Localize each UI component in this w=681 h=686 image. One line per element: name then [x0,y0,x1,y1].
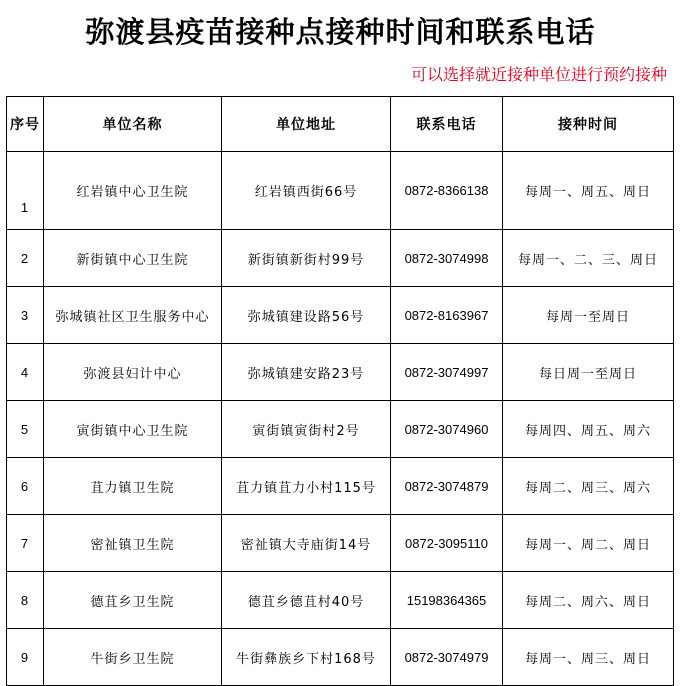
table-row [7,230,674,287]
row-phone: 0872-3074998 [391,230,503,287]
row-phone: 0872-8163967 [391,287,503,344]
vaccination-table [6,96,674,686]
table-row [7,152,674,230]
table-row [7,287,674,344]
row-time: 每周一至周日 [503,287,674,344]
row-time: 每日周一至周日 [503,344,674,401]
row-seq: 5 [7,401,44,458]
header-seq: 序号 [7,97,44,152]
row-seq: 9 [7,629,44,686]
row-name: 新街镇中心卫生院 [44,230,222,287]
row-seq: 2 [7,230,44,287]
table-row [7,401,674,458]
table-row [7,629,674,686]
table-row [7,515,674,572]
page-title: 弥渡县疫苗接种点接种时间和联系电话 [85,15,596,49]
header-time: 接种时间 [503,97,674,152]
row-address: 牛街彝族乡下村168号 [222,629,391,686]
row-time: 每周一、周五、周日 [503,152,674,230]
table-row [7,458,674,515]
row-name: 牛街乡卫生院 [44,629,222,686]
row-phone: 0872-3074960 [391,401,503,458]
row-time: 每周二、周六、周日 [503,572,674,629]
row-name: 苴力镇卫生院 [44,458,222,515]
row-address: 弥城镇建设路56号 [222,287,391,344]
row-address: 弥城镇建安路23号 [222,344,391,401]
row-address: 寅街镇寅街村2号 [222,401,391,458]
row-seq: 4 [7,344,44,401]
row-address: 苴力镇苴力小村115号 [222,458,391,515]
row-name: 弥城镇社区卫生服务中心 [44,287,222,344]
table-header-row [7,97,674,152]
header-address: 单位地址 [222,97,391,152]
row-address: 红岩镇西街66号 [222,152,391,230]
row-time: 每周一、周三、周日 [503,629,674,686]
row-name: 红岩镇中心卫生院 [44,152,222,230]
row-time: 每周一、周二、周日 [503,515,674,572]
table-row [7,344,674,401]
row-seq: 1 [7,152,44,230]
row-time: 每周四、周五、周六 [503,401,674,458]
subtitle-note: 可以选择就近接种单位进行预约接种 [410,65,667,84]
row-phone: 0872-3074979 [391,629,503,686]
row-name: 弥渡县妇计中心 [44,344,222,401]
row-phone: 0872-3074879 [391,458,503,515]
header-phone: 联系电话 [391,97,503,152]
row-name: 德苴乡卫生院 [44,572,222,629]
row-address: 德苴乡德苴村40号 [222,572,391,629]
row-name: 密祉镇卫生院 [44,515,222,572]
row-time: 每周二、周三、周六 [503,458,674,515]
row-seq: 7 [7,515,44,572]
row-phone: 0872-3074997 [391,344,503,401]
row-seq: 6 [7,458,44,515]
row-seq: 8 [7,572,44,629]
header-name: 单位名称 [44,97,222,152]
row-time: 每周一、二、三、周日 [503,230,674,287]
table-row [7,572,674,629]
row-address: 新街镇新街村99号 [222,230,391,287]
row-phone: 0872-8366138 [391,152,503,230]
row-phone: 0872-3095110 [391,515,503,572]
row-seq: 3 [7,287,44,344]
row-address: 密祉镇大寺庙街14号 [222,515,391,572]
row-name: 寅街镇中心卫生院 [44,401,222,458]
row-phone: 15198364365 [391,572,503,629]
